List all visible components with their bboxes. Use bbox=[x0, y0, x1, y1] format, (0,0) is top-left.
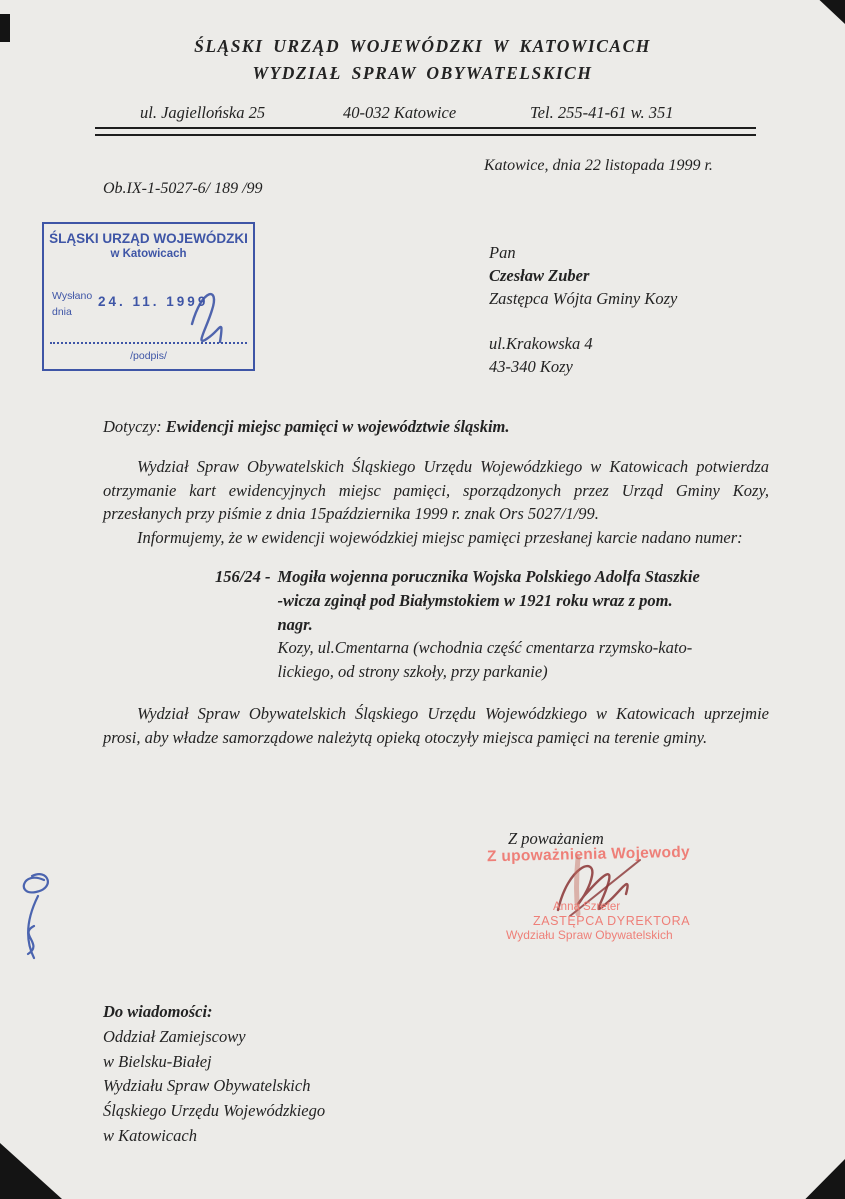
valediction: Z poważaniem bbox=[508, 829, 604, 848]
body-paragraph-3: Wydział Spraw Obywatelskich Śląskiego Urzędu Wojewódzkiego w Katowicach uprzejmie prosi, aby władze samorządowe należytą opieką otoczyły miejsca pamięci na terenie gminy. bbox=[103, 704, 769, 747]
letterhead-rule-top bbox=[95, 127, 756, 129]
letterhead-rule-bottom bbox=[95, 134, 756, 136]
stamp-sent-label: Wysłano bbox=[52, 290, 93, 302]
letterhead bbox=[0, 36, 845, 84]
scan-artifact-bottom-left bbox=[0, 1143, 62, 1199]
letterhead-phone: Tel. 255-41-61 w. 351 bbox=[530, 103, 674, 122]
cc-line: w Katowicach bbox=[103, 1125, 197, 1145]
recipient-name: Czesław Zuber bbox=[489, 265, 590, 285]
stamp-signature-caption: /podpis/ bbox=[130, 350, 167, 362]
signer-department-stamp: Wydziału Spraw Obywatelskich bbox=[506, 928, 673, 942]
cc-line: Wydziału Spraw Obywatelskich bbox=[103, 1076, 311, 1096]
memorial-entry-number: 156/24 - bbox=[215, 567, 271, 587]
memorial-entry bbox=[215, 565, 769, 683]
office-sent-stamp bbox=[42, 222, 255, 371]
recipient-spacer bbox=[489, 310, 677, 333]
memorial-entry-line: -wicza zginął pod Białymstokiem w 1921 roku wraz z pom. bbox=[277, 590, 673, 610]
recipient-postal-city: 43-340 Kozy bbox=[489, 357, 573, 377]
subject-text: Ewidencji miejsc pamięci w województwie śląskim. bbox=[165, 417, 510, 436]
recipient-title: Zastępca Wójta Gminy Kozy bbox=[489, 288, 678, 308]
memorial-entry-location: Kozy, ul.Cmentarna (wchodnia część cmentarza rzymsko-kato- bbox=[277, 638, 693, 658]
recipient-street: ul.Krakowska 4 bbox=[489, 334, 593, 354]
body-paragraph-1: Wydział Spraw Obywatelskich Śląskiego Urzędu Wojewódzkiego w Katowicach potwierdza otrzymanie kart ewidencyjnych miejsc pamięci, sporządzonych przez Urząd Gminy Kozy, przesłanych przy piśmie z dnia 15października 1999 r. znak Ors 5027/1/99. bbox=[103, 457, 769, 524]
memorial-entry-line: nagr. bbox=[277, 614, 313, 634]
letterhead-department: WYDZIAŁ SPRAW OBYWATELSKICH bbox=[252, 63, 593, 83]
stamp-date-value: 24. 11. 1999 bbox=[98, 294, 209, 309]
letter-date: Katowice, dnia 22 listopada 1999 r. bbox=[484, 157, 713, 174]
recipient-block bbox=[489, 242, 677, 379]
scan-artifact-top-right bbox=[811, 0, 845, 30]
cc-block bbox=[103, 1000, 325, 1149]
signer-title-stamp: ZASTĘPCA DYREKTORA bbox=[533, 914, 691, 928]
memorial-entry-description bbox=[277, 565, 699, 683]
stamp-org-line1: ŚLĄSKI URZĄD WOJEWÓDZKI bbox=[49, 231, 248, 246]
reference-number: Ob.IX-1-5027-6/ 189 /99 bbox=[103, 180, 263, 197]
cc-line: Oddział Zamiejscowy bbox=[103, 1026, 246, 1046]
letterhead-street: ul. Jagiellońska 25 bbox=[140, 103, 266, 122]
margin-pen-doodle bbox=[8, 868, 68, 973]
letterhead-contact-row bbox=[95, 103, 755, 127]
stamp-initials-scribble bbox=[174, 286, 244, 356]
memorial-entry-location: lickiego, od strony szkoły, przy parkanie) bbox=[277, 661, 548, 681]
stamp-day-label: dnia bbox=[52, 306, 72, 318]
cc-line: w Bielsku-Białej bbox=[103, 1051, 212, 1071]
authorization-stamp-text: Z upoważnienia Wojewody bbox=[486, 843, 691, 866]
stamp-org-line2: w Katowicach bbox=[110, 248, 187, 260]
subject-line bbox=[103, 417, 510, 437]
scan-artifact-bottom-right bbox=[801, 1159, 845, 1199]
recipient-salutation: Pan bbox=[489, 243, 516, 262]
signer-name-stamp: Anna Szreter bbox=[553, 901, 621, 913]
body-paragraph-2: Informujemy, że w ewidencji wojewódzkiej miejsc pamięci przesłanej karcie nadano numer: bbox=[137, 527, 743, 547]
stamp-signature-line bbox=[50, 342, 247, 344]
memorial-entry-line: Mogiła wojenna porucznika Wojska Polskiego Adolfa Staszkie bbox=[277, 567, 700, 587]
letterhead-postal-city: 40-032 Katowice bbox=[343, 103, 457, 122]
cc-line: Śląskiego Urzędu Wojewódzkiego bbox=[103, 1101, 326, 1120]
cc-label: Do wiadomości: bbox=[103, 1002, 213, 1021]
subject-label: Dotyczy: bbox=[103, 417, 162, 436]
letterhead-org-name: ŚLĄSKI URZĄD WOJEWÓDZKI W KATOWICACH bbox=[194, 36, 651, 56]
letter-body bbox=[103, 455, 769, 750]
